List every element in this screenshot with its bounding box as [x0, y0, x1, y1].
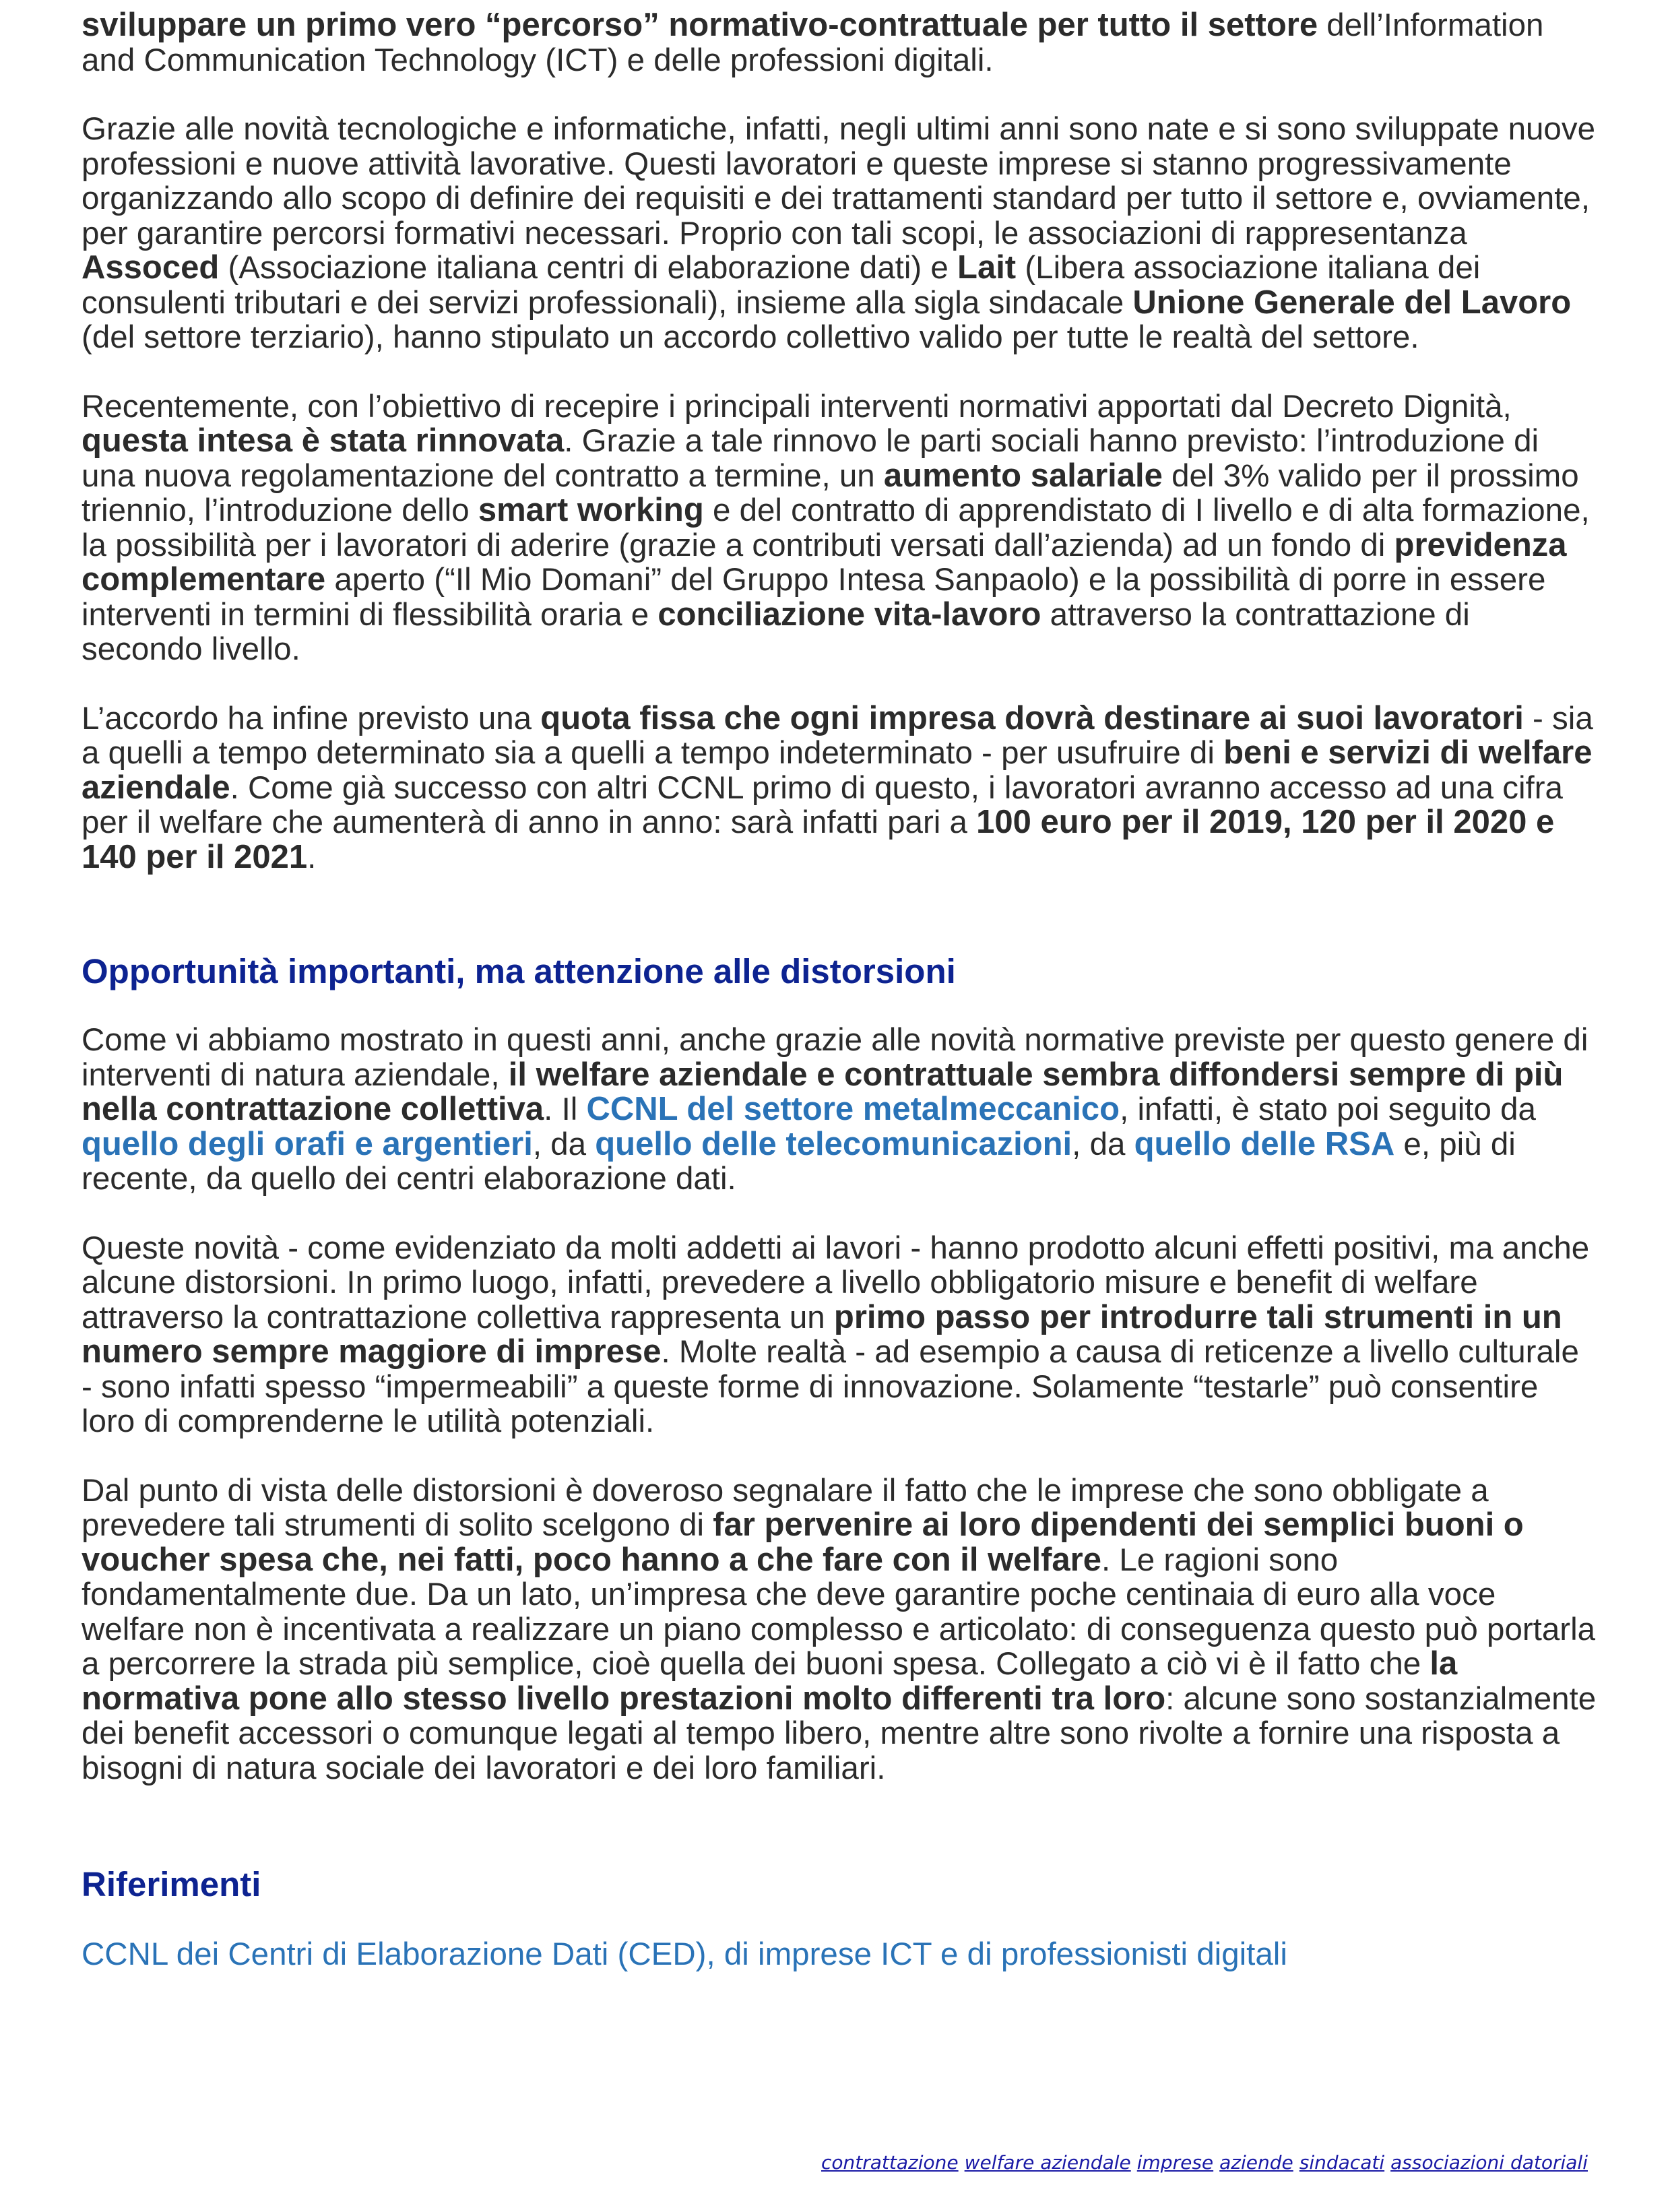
paragraph-welfare-spread — [82, 1023, 1597, 1197]
bold-text: primo passo per introdurre tali strumenti in un numero sempre maggiore di imprese — [82, 1298, 1562, 1370]
tag-link-imprese[interactable]: imprese — [1136, 2151, 1214, 2174]
text: : alcune sono sostanzialmente dei benefit accessori o comunque legati al tempo libero, mentre altre sono rivolte a fornire una risposta a bisogni di natura sociale dei lavoratori e dei loro familiari. — [82, 1680, 1597, 1786]
bold-text: 100 euro per il 2019, 120 per il 2020 e 140 per il 2021 — [82, 804, 1555, 875]
bold-text: aumento salariale — [883, 457, 1163, 494]
text: Grazie alle novità tecnologiche e informatiche, infatti, negli ultimi anni sono nate e si sono sviluppate nuove professioni e nuove attività lavorative. Questi lavoratori e queste imprese si stanno progressivamente organizzando allo scopo di definire dei requisiti e dei trattamenti standard per tutto il settore e, ovviamente, per garantire percorsi formativi necessari. Proprio con tali scopi, le associazioni di rappresentanza — [82, 111, 1596, 251]
text: Come vi abbiamo mostrato in questi anni, anche grazie alle novità normative previste per questo genere di interventi di natura aziendale, — [82, 1022, 1588, 1093]
text: , da — [1072, 1126, 1134, 1162]
paragraph-renewal — [82, 389, 1597, 667]
bold-text: beni e servizi di welfare aziendale — [82, 734, 1593, 806]
text: dell’Information and Communication Technology (ICT) e delle professioni digitali. — [82, 7, 1544, 78]
link-telecomunicazioni[interactable]: quello delle telecomunicazioni — [595, 1125, 1072, 1162]
reference-link-ccnl-ced[interactable]: CCNL dei Centri di Elaborazione Dati (CED), di imprese ICT e di professionisti digitali — [82, 1936, 1287, 1972]
text: . Grazie a tale rinnovo le parti sociali hanno previsto: l’introduzione di una nuova regolamentazione del contratto a termine, un — [82, 423, 1539, 494]
tag-list — [815, 2149, 1588, 2176]
bold-text: previdenza complementare — [82, 526, 1567, 598]
tag-link-associazioni-datoriali[interactable]: associazioni datoriali — [1390, 2151, 1588, 2174]
bold-text: sviluppare un primo vero “percorso” normativo-contrattuale per tutto il settore — [82, 7, 1318, 43]
paragraph-distortions — [82, 1474, 1597, 1786]
bold-text: smart working — [478, 492, 704, 528]
paragraph-effects — [82, 1231, 1597, 1439]
article-body — [82, 8, 1597, 1973]
section-heading-riferimenti: Riferimenti — [82, 1865, 261, 1903]
text: del 3% valido per il prossimo triennio, l’introduzione dello — [82, 457, 1579, 528]
tag-link-contrattazione[interactable]: contrattazione — [821, 2151, 959, 2174]
paragraph-intro — [82, 8, 1597, 77]
text: - sia a quelli a tempo determinato sia a quelli a tempo indeterminato - per usufruire di — [82, 700, 1593, 771]
tag-link-welfare-aziendale[interactable]: welfare aziendale — [964, 2151, 1131, 2174]
text: (del settore terziario), hanno stipulato un accordo collettivo valido per tutte le realtà del settore. — [82, 319, 1419, 355]
link-ccnl-metalmeccanico[interactable]: CCNL del settore metalmeccanico — [586, 1091, 1120, 1127]
link-orafi-argentieri[interactable]: quello degli orafi e argentieri — [82, 1125, 533, 1162]
bold-text: Unione Generale del Lavoro — [1132, 284, 1572, 321]
bold-text: conciliazione vita-lavoro — [657, 596, 1041, 633]
text: Dal punto di vista delle distorsioni è doveroso segnalare il fatto che le imprese che sono obbligate a prevedere tali strumenti di solito scelgono di — [82, 1472, 1489, 1543]
text: (Associazione italiana centri di elaborazione dati) e — [219, 250, 958, 286]
text: . — [307, 839, 317, 875]
bold-text: Assoced — [82, 249, 220, 286]
text: . Le ragioni sono fondamentalmente due. Da un lato, un’impresa che deve garantire poche centinaia di euro alla voce welfare non è incentivata a realizzare un piano complesso e articolato: di conseguenza questo può portarla a percorrere la strada più semplice, cioè quella dei buoni spesa. Collegato a ciò vi è il fatto che — [82, 1542, 1596, 1682]
text: e, più di recente, da quello dei centri elaborazione dati. — [82, 1126, 1516, 1197]
bold-text: questa intesa è stata rinnovata — [82, 422, 565, 459]
text: attraverso la contrattazione di secondo livello. — [82, 596, 1470, 667]
text: e del contratto di apprendistato di I livello e di alta formazione, la possibilità per i lavoratori di aderire (grazie a contributi versati dall’azienda) ad un fondo di — [82, 493, 1590, 563]
bold-text: la normativa pone allo stesso livello prestazioni molto differenti tra loro — [82, 1645, 1458, 1717]
bold-text: Lait — [957, 249, 1017, 286]
text: L’accordo ha infine previsto una — [82, 700, 541, 736]
text: (Libera associazione italiana dei consulenti tributari e dei servizi professionali), insieme alla sigla sindacale — [82, 250, 1481, 321]
paragraph-ict-sector — [82, 112, 1597, 355]
text: . Come già successo con altri CCNL primo di questo, i lavoratori avranno accesso ad una cifra per il welfare che aumenterà di anno in anno: sarà infatti pari a — [82, 769, 1563, 840]
section-heading-opportunita: Opportunità importanti, ma attenzione alle distorsioni — [82, 952, 956, 990]
paragraph-fixed-quota — [82, 701, 1597, 875]
link-rsa[interactable]: quello delle RSA — [1134, 1125, 1395, 1162]
text: Queste novità - come evidenziato da molti addetti ai lavori - hanno prodotto alcuni effetti positivi, ma anche alcune distorsioni. In primo luogo, infatti, prevedere a livello obbligatorio misure e benefit di welfare attraverso la contrattazione collettiva rappresenta un — [82, 1230, 1590, 1335]
text: , infatti, è stato poi seguito da — [1120, 1092, 1536, 1127]
text: aperto (“Il Mio Domani” del Gruppo Intesa Sanpaolo) e la possibilità di porre in essere interventi in termini di flessibilità oraria e — [82, 562, 1546, 633]
text: Recentemente, con l’obiettivo di recepire i principali interventi normativi apportati dal Decreto Dignità, — [82, 388, 1512, 424]
text: , da — [532, 1126, 596, 1162]
bold-text: far pervenire ai loro dipendenti dei semplici buoni o voucher spesa che, nei fatti, poco hanno a che fare con il welfare — [82, 1507, 1524, 1578]
tag-link-sindacati[interactable]: sindacati — [1299, 2151, 1385, 2174]
text: . Il — [544, 1092, 587, 1127]
tag-link-aziende[interactable]: aziende — [1219, 2151, 1293, 2174]
text: . Molte realtà - ad esempio a causa di reticenze a livello culturale - sono infatti spesso “impermeabili” a queste forme di innovazione. Solamente “testarle” può consentire loro di comprenderne le utilità potenziali. — [82, 1334, 1579, 1439]
bold-text: il welfare aziendale e contrattuale sembra diffondersi sempre di più nella contrattazione collettiva — [82, 1056, 1564, 1127]
bold-text: quota fissa che ogni impresa dovrà destinare ai suoi lavoratori — [540, 699, 1524, 736]
